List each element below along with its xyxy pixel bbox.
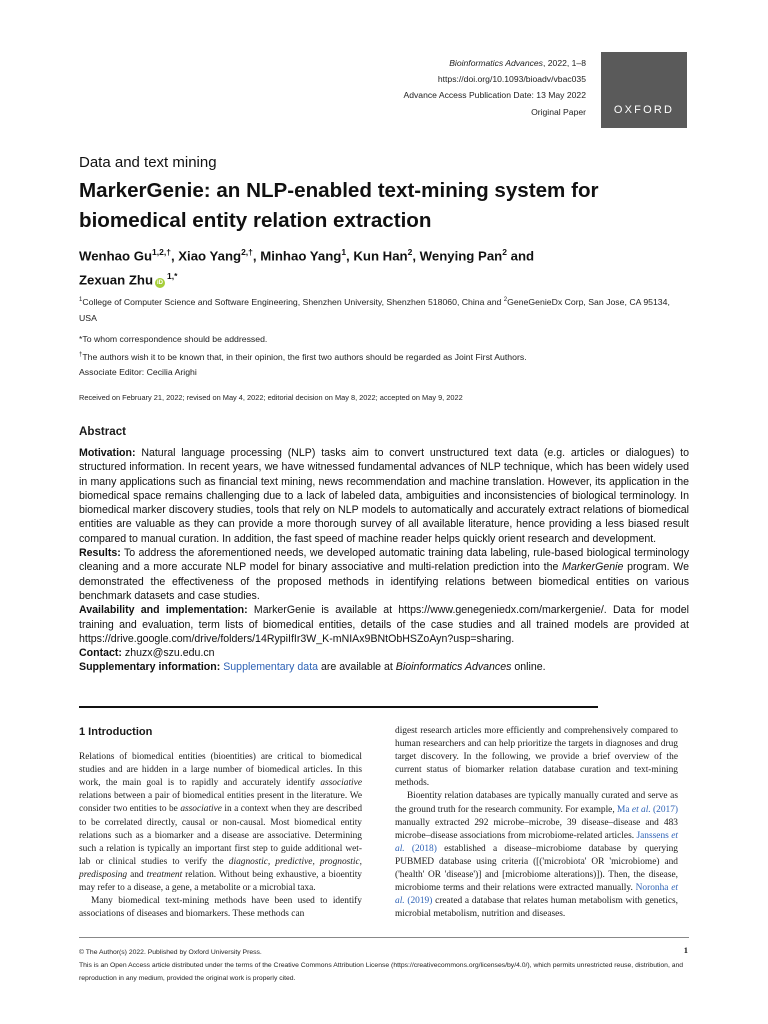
footer-divider (79, 937, 689, 938)
abstract-availability: Availability and implementation: MarkerGenie is available at https://www.genegeniedx.com/markergenie/. Data for model training and evaluation, term lists of biomedical entities, details of the case studies and all trained models are provided at https://drive.google.com/drive/folders/14RypiIfIr3W_K-mNIAx9BNtObHSZoAyn?usp=sharing. (79, 604, 689, 645)
affiliation-1: College of Computer Science and Software Engineering, Shenzhen University, Shenzhen 518060, China and (82, 296, 504, 307)
author-name[interactable]: Minhao Yang (260, 248, 342, 264)
author-name[interactable]: Zexuan Zhu (79, 272, 153, 288)
article-type: Original Paper (531, 106, 586, 117)
author-sup: 2 (502, 247, 507, 257)
intro-heading: 1 Introduction (79, 726, 153, 738)
body-column-right (395, 725, 678, 921)
author-name[interactable]: Wenying Pan (419, 248, 503, 264)
paper-title: MarkerGenie: an NLP-enabled text-mining system for biomedical entity relation extraction (79, 179, 599, 232)
author-list: Wenhao $Gu^{1,2,\dagger}$, Xiao Yang$^{2,\dagger}$, Minhao Yang$^1$, Kun Han$^2$, Wenying Pan$^2$ and Zexuan Zhu $iD^{1,*}$ (79, 247, 535, 288)
affiliation-2: GeneGenieDx Corp, San Jose, CA 95134, USA (79, 296, 670, 323)
page-number: 1 (683, 945, 688, 955)
author-sup: 2 (407, 247, 413, 257)
journal-citation: , 2022, 1–8 (542, 58, 586, 68)
citation-link-noronha-2019[interactable]: Noronha et al. (2019) (395, 883, 678, 907)
abstract-contact: Contact: zhuzx@szu.edu.cn (79, 647, 215, 660)
copyright-notice: © The Author(s) 2022. Published by Oxford University Press. (79, 949, 262, 956)
journal-name: Bioinformatics Advances (449, 58, 543, 68)
license-notice: This is an Open Access article distributed under the terms of the Creative Commons Attribution License (https://creativecommons.org/licenses/by/4.0/), which permits unrestricted reuse, distribution, and reproduction in any medium, provided the original work is properly cited. (79, 962, 684, 982)
intro-paragraph-1: Relations of biomedical entities (bioentities) are critical to biomedical studies and are hidden in a large number of biomedical articles. In this work, the main goal is to rapidly and accurately identify associative relations between a pair of biomedical entities present in the literature. We consider two entities to be associative in a context when they are described to be correlated directly, causal or non-causal. Most biomedical entity relations such as a biomarker and a disease are associative. Determining such a relation is typically an important first step to guide additional wet-lab or clinical studies to verify the diagnostic, predictive, prognostic, predisposing and treatment relation. Without being exhaustive, a bioentity may refer to a disease, a gene, a metabolite or a microbial taxa. (79, 752, 363, 894)
abstract-motivation: Motivation: Natural language processing (NLP) tasks aim to convert unstructured text data (e.g. articles or dialogues) to structured information. In recent years, we have witnessed fundamental advances of NLP technique, which has been widely used in many applications such as financial text mining, news recommendation and machine translation. However, its application in the biomedical space remains challenging due to a lack of labeled data, ambiguities and inconsistencies of biological terminology. In biomedical marker discovery studies, tools that rely on NLP models to automatically and accurately extract relations of biomedical entities are valuable as they can provide a more thorough survey of all available literature, hence providing a less biased result compared to manual curation. In addition, the fast speed of machine reader helps quickly orient research and development. (79, 447, 689, 545)
author-sup: 1 (341, 247, 347, 257)
author-sup: 2,† (241, 247, 253, 257)
body-column-left (79, 726, 362, 921)
author-sup: 1,* (167, 271, 178, 282)
journal-meta (404, 55, 587, 120)
abstract-divider (79, 706, 598, 708)
section-label: Data and text mining (79, 154, 217, 171)
author-name[interactable]: Xiao Yang (178, 248, 242, 264)
doi-link[interactable]: https://doi.org/10.1093/bioadv/vbac035 (437, 74, 586, 85)
page-footer (79, 946, 689, 985)
author-name[interactable]: Wenhao Gu (79, 248, 153, 264)
author-sup: 1,2,† (152, 247, 171, 257)
supplementary-data-link[interactable]: Supplementary data (223, 661, 319, 674)
intro-paragraph-4: Bioentity relation databases are typically manually curated and serve as the ground truth for the research community. For example, Ma et al. (2017) manually extracted 292 microbe–microbe, 39 disease–disease and 483 microbe–disease associations from microbiome-related articles. Janssens et al. (2018) established a disease–microbiome database by querying PUBMED database using criteria ([('microbiota' OR 'microbiome) and ('health' OR 'disease')] and [microbiome alterations)]). Then, the disease, microbiome terms and their relations were extracted manually. Noronha et al. (2019) created a database that relates human metabolism with genetics, microbial metabolism, nutrition and diseases. (395, 791, 679, 920)
correspondence-note: *To whom correspondence should be addressed. (79, 334, 268, 344)
author-notes: *To whom correspondence should be addressed. †The authors wish it to be known that, in their opinion, the first two authors should be regarded as Joint First Authors. Associate Editor: Cecilia Arighi (79, 332, 689, 380)
abstract-supplementary: Supplementary information: Supplementary data are available at Bioinformatics Advances online. (79, 661, 546, 674)
received-dates: Received on February 21, 2022; revised on May 4, 2022; editorial decision on May 8, 2022; accepted on May 9, 2022 (79, 393, 463, 402)
joint-first-note: The authors wish it to be known that, in their opinion, the first two authors should be regarded as Joint First Authors. (82, 351, 527, 362)
abstract-heading: Abstract (79, 425, 127, 438)
orcid-icon[interactable]: iD (157, 279, 163, 286)
oxford-logo: OXFORD (601, 52, 687, 128)
associate-editor: Associate Editor: Cecilia Arighi (79, 366, 197, 377)
citation-link-janssens-2018[interactable]: Janssens et al. (2018) (395, 830, 679, 854)
abstract-body (79, 446, 689, 675)
advance-access-date: Advance Access Publication Date: 13 May 2022 (403, 90, 586, 101)
intro-paragraph-2: Many biomedical text-mining methods have been used to identify associations of diseases and biomarkers. These methods can (79, 896, 362, 920)
intro-paragraph-3: digest research articles more efficiently and comprehensively compared to human researchers and can help prioritize the targets in diagnoses and drug target discovery. In the following, we provide a brief overview of the current status of biomarker relation database curation and text-mining methods. (395, 726, 678, 789)
author-name[interactable]: Kun Han (353, 248, 408, 264)
citation-link-ma-2017[interactable]: Ma et al. (2017) (617, 804, 679, 815)
abstract-results: Results: To address the aforementioned needs, we developed automatic training data labeling, rule-based biological terminology cleaning and a more accurate NLP model for binary associative and multi-relation prediction into the MarkerGenie program. We demonstrated the effectiveness of the proposed methods in identifying relations between biomedical entities on various benchmark datasets and case studies. (79, 547, 689, 602)
affiliations: $^1$College of Computer Science and Software Engineering, Shenzhen University, Shenzhen 518060, China and $^2$GeneGenieDx Corp, San Jose, CA 95134, USA (79, 296, 670, 323)
